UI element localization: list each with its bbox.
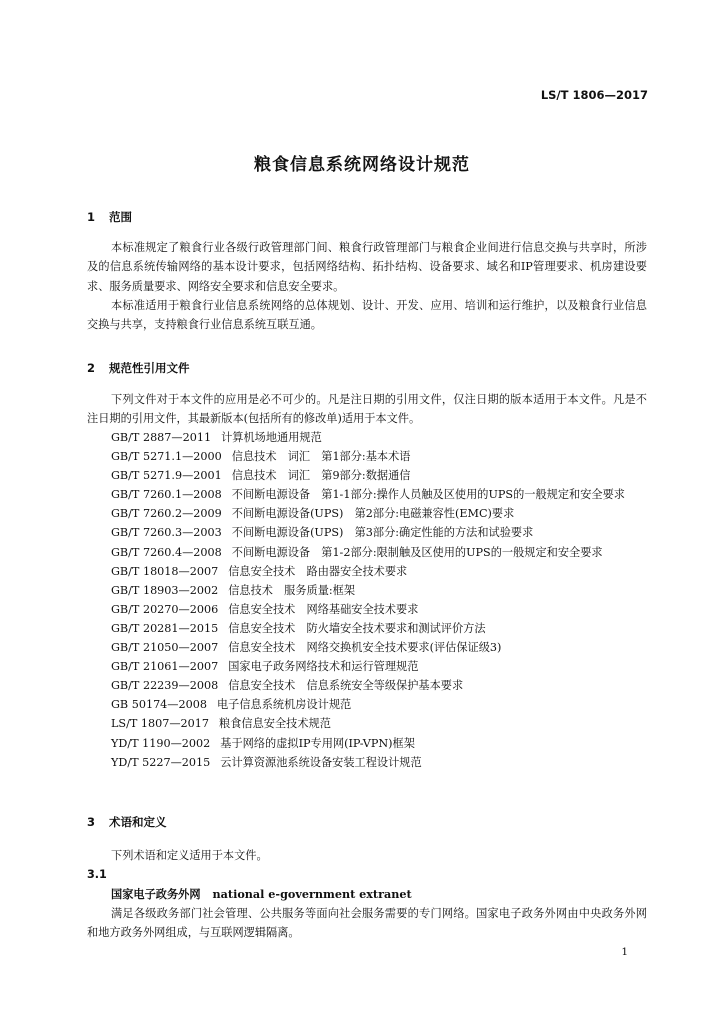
reference-title: 粮食信息安全技术规范	[219, 717, 331, 731]
scope-paragraph-1: 本标准规定了粮食行业各级行政管理部门间、粮食行政管理部门与粮食企业间进行信息交换与共享时，所涉及的信息系统传输网络的基本设计要求，包括网络结构、拓扑结构、设备要求、域名和IP管理要求、机房建设要求、服务质量要求、网络安全要求和信息安全要求。	[87, 241, 647, 293]
reference-code: GB/T 7260.2—2009	[111, 507, 222, 521]
reference-title: 基于网络的虚拟IP专用网(IP-VPN)框架	[220, 736, 415, 750]
reference-item	[87, 600, 647, 619]
reference-code: GB/T 7260.4—2008	[111, 545, 222, 559]
reference-code: GB/T 18018—2007	[111, 564, 219, 578]
reference-item	[87, 676, 647, 695]
reference-title: 信息技术 词汇 第9部分:数据通信	[231, 469, 411, 483]
reference-item	[87, 523, 647, 542]
reference-item	[87, 428, 647, 447]
section-2-heading	[87, 360, 190, 376]
term-name	[111, 886, 412, 902]
scope-paragraph-2: 本标准适用于粮食行业信息系统网络的总体规划、设计、开发、应用、培训和运行维护，以及粮食行业信息交换与共享，支持粮食行业信息系统互联互通。	[87, 299, 647, 332]
reference-item	[87, 619, 647, 638]
reference-code: GB/T 5271.1—2000	[111, 450, 222, 464]
reference-item	[87, 562, 647, 581]
reference-code: GB 50174—2008	[111, 698, 207, 712]
reference-code: GB/T 21061—2007	[111, 660, 219, 674]
term-name-en: national e-government extranet	[212, 887, 412, 901]
reference-title: 不间断电源设备(UPS) 第2部分:电磁兼容性(EMC)要求	[231, 507, 515, 521]
reference-title: 信息安全技术 防火墙安全技术要求和测试评价方法	[228, 621, 486, 635]
reference-item	[87, 581, 647, 600]
references-intro: 下列文件对于本文件的应用是必不可少的。凡是注日期的引用文件，仅注日期的版本适用于本文件。凡是不注日期的引用文件，其最新版本(包括所有的修改单)适用于本文件。	[87, 393, 647, 426]
term-definition: 满足各级政务部门社会管理、公共服务等面向社会服务需要的专门网络。国家电子政务外网由中央政务外网和地方政务外网组成，与互联网逻辑隔离。	[87, 907, 647, 940]
reference-item	[87, 466, 647, 485]
reference-title: 不间断电源设备(UPS) 第3部分:确定性能的方法和试验要求	[231, 526, 534, 540]
reference-item	[87, 447, 647, 466]
reference-code: GB/T 20270—2006	[111, 602, 219, 616]
section-title: 规范性引用文件	[109, 361, 190, 375]
reference-code: LS/T 1807—2017	[111, 717, 210, 731]
reference-item	[87, 734, 647, 753]
reference-code: YD/T 1190—2002	[111, 736, 211, 750]
reference-title: 信息技术 服务质量:框架	[228, 583, 356, 597]
reference-title: 不间断电源设备 第1-2部分:限制触及区使用的UPS的一般规定和安全要求	[231, 545, 603, 559]
section-number: 2	[87, 361, 96, 375]
reference-code: GB/T 2887—2011	[111, 431, 212, 444]
reference-code: GB/T 18903—2002	[111, 583, 219, 597]
reference-item	[87, 543, 647, 562]
reference-title: 信息安全技术 网络基础安全技术要求	[228, 602, 419, 616]
section-1-heading	[87, 209, 132, 225]
reference-item	[87, 657, 647, 676]
reference-title: 电子信息系统机房设计规范	[216, 698, 352, 712]
section-title: 术语和定义	[109, 815, 167, 829]
section-3-heading	[87, 814, 167, 830]
reference-list	[87, 428, 647, 772]
section-title: 范围	[109, 210, 132, 224]
section-number: 1	[87, 210, 96, 224]
reference-item	[87, 638, 647, 657]
reference-title: 计算机场地通用规范	[221, 431, 322, 444]
reference-code: YD/T 5227—2015	[111, 755, 211, 769]
reference-code: GB/T 7260.1—2008	[111, 488, 222, 502]
page-number: 1	[621, 946, 628, 958]
reference-title: 信息技术 词汇 第1部分:基本术语	[231, 450, 411, 464]
term-number: 3.1	[87, 868, 107, 881]
reference-code: GB/T 21050—2007	[111, 641, 219, 655]
reference-code: GB/T 7260.3—2003	[111, 526, 222, 540]
document-title: 粮食信息系统网络设计规范	[254, 155, 470, 175]
reference-code: GB/T 22239—2008	[111, 679, 219, 693]
reference-item	[87, 504, 647, 523]
reference-title: 云计算资源池系统设备安装工程设计规范	[220, 755, 422, 769]
reference-code: GB/T 5271.9—2001	[111, 469, 222, 483]
reference-title: 信息安全技术 信息系统安全等级保护基本要求	[228, 679, 464, 693]
reference-item	[87, 753, 647, 772]
reference-title: 不间断电源设备 第1-1部分:操作人员触及区使用的UPS的一般规定和安全要求	[231, 488, 625, 502]
reference-code: GB/T 20281—2015	[111, 621, 219, 635]
term-name-zh: 国家电子政务外网	[111, 888, 201, 901]
reference-title: 信息安全技术 网络交换机安全技术要求(评估保证级3)	[228, 641, 502, 655]
section-number: 3	[87, 815, 96, 829]
reference-item	[87, 695, 647, 714]
standard-code: LS/T 1806—2017	[540, 88, 648, 102]
terms-intro: 下列术语和定义适用于本文件。	[111, 849, 268, 862]
reference-title: 信息安全技术 路由器安全技术要求	[228, 564, 408, 578]
reference-item	[87, 485, 647, 504]
reference-title: 国家电子政务网络技术和运行管理规范	[228, 660, 419, 674]
reference-item	[87, 714, 647, 733]
